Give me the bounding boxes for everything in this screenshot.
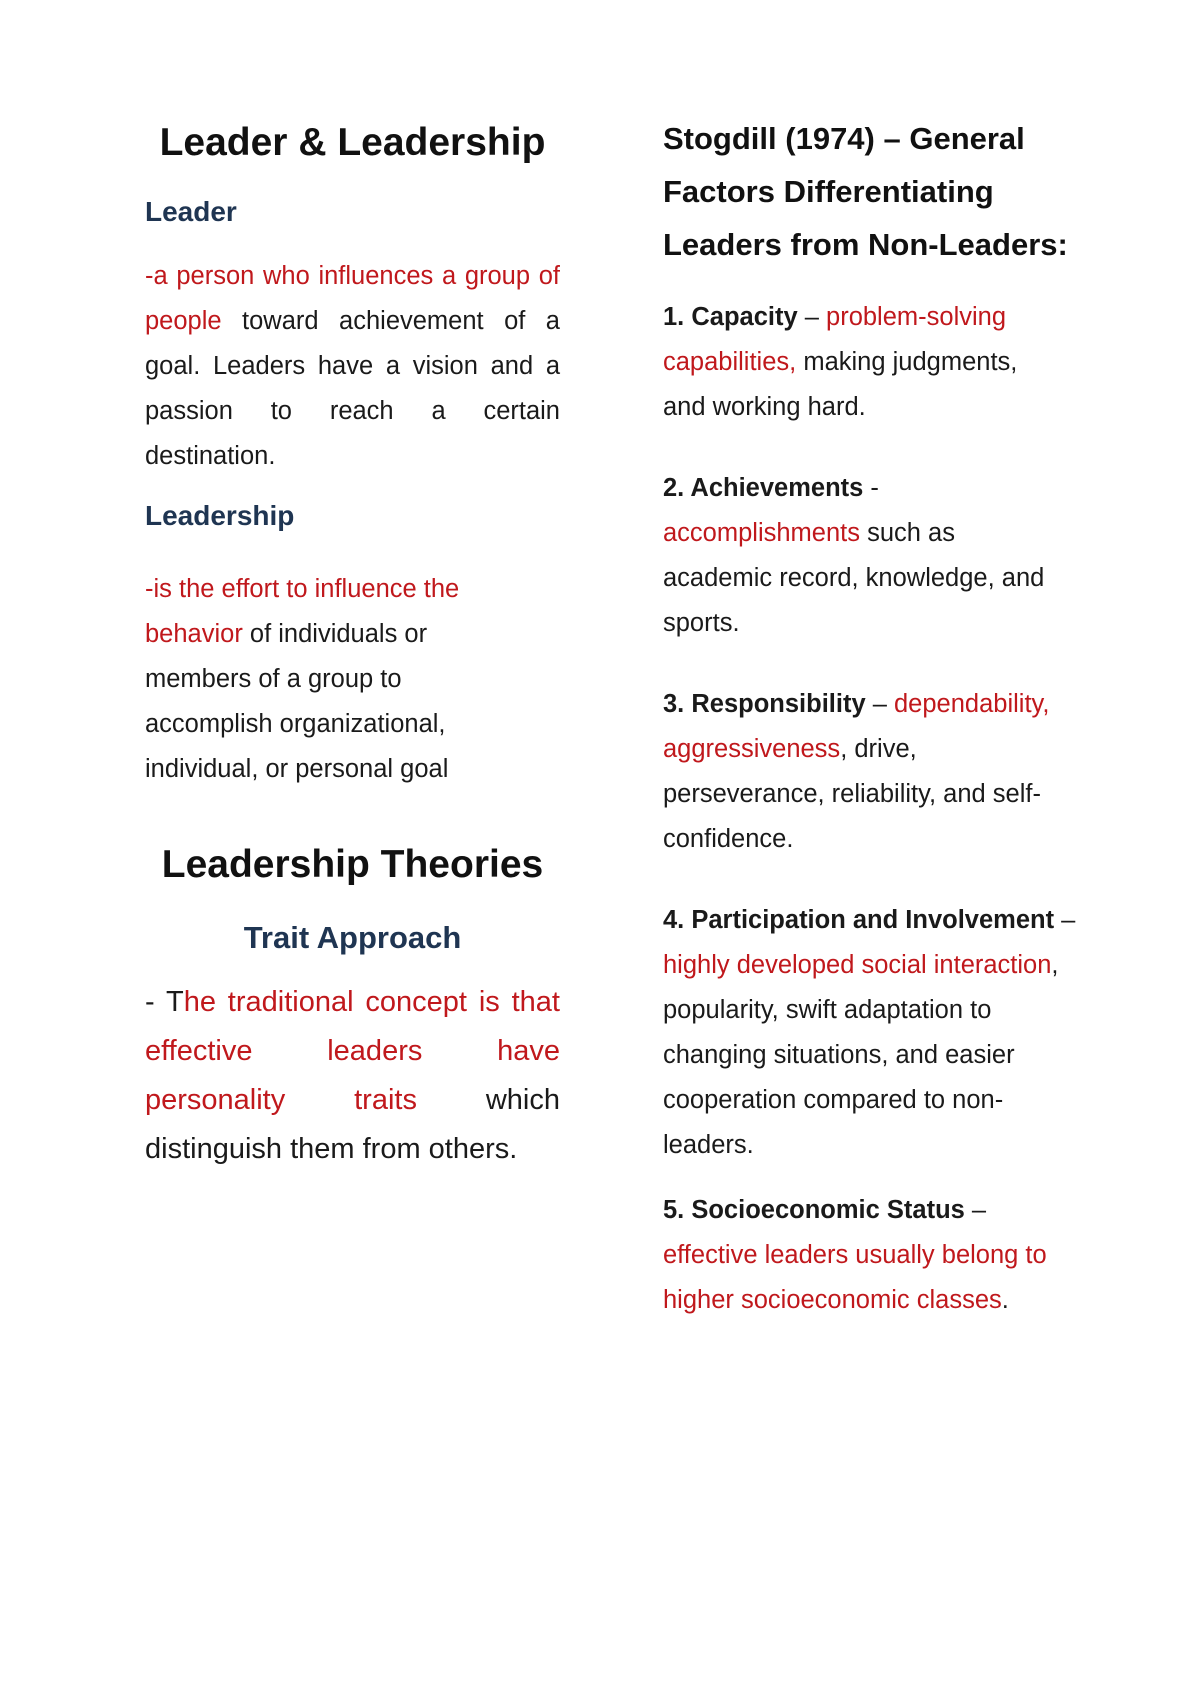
stogdill-title: Stogdill (1974) – General Factors Differentiating Leaders from Non-Leaders: xyxy=(663,121,1068,262)
left-column xyxy=(145,120,560,1174)
factor-separator: – xyxy=(964,1196,987,1224)
trait-definition-highlight: he traditional concept is that effective leaders have personality traits xyxy=(145,985,560,1116)
factor-separator: – xyxy=(1054,906,1076,934)
factor-item-responsibility xyxy=(663,682,1063,862)
leader-definition-highlight: -a person who influences a group of people xyxy=(145,262,560,336)
factor-text: such as academic record, knowledge, and sports. xyxy=(663,519,1045,637)
leader-definition xyxy=(145,254,560,479)
factor-separator: - xyxy=(863,474,879,502)
leadership-definition xyxy=(145,567,490,792)
trait-approach-heading: Trait Approach xyxy=(243,919,462,955)
leadership-definition-text: of individuals or members of a group to accomplish organizational, individual, or personal goal xyxy=(145,619,449,783)
factor-item-socioeconomic xyxy=(663,1188,1083,1323)
factor-highlight: effective leaders usually belong to higher socioeconomic classes xyxy=(663,1241,1047,1314)
right-column xyxy=(663,120,1093,1323)
factor-text: . xyxy=(1001,1286,1009,1314)
factor-item-achievements xyxy=(663,466,1063,646)
factor-item-capacity xyxy=(663,295,1063,430)
leadership-definition-highlight: -is the effort to influence the behavior xyxy=(145,574,460,648)
section-title-theories: Leadership Theories xyxy=(161,842,544,886)
factor-text: making judgments, and working hard. xyxy=(663,348,1018,421)
factor-text: , drive, perseverance, reliability, and self-confidence. xyxy=(663,735,1041,853)
factor-separator: – xyxy=(797,303,827,331)
leader-heading: Leader xyxy=(145,195,237,227)
page-title: Leader & Leadership xyxy=(159,121,546,164)
leadership-heading: Leadership xyxy=(145,500,295,532)
factor-label: 1. Capacity xyxy=(663,303,798,331)
factor-text: , popularity, swift adaptation to changing situations, and easier cooperation compared to non-leaders. xyxy=(663,951,1059,1159)
trait-prefix: - T xyxy=(145,985,184,1018)
factor-highlight: dependability, aggressiveness xyxy=(663,690,1050,763)
factor-separator: – xyxy=(865,690,894,718)
factor-label: 2. Achievements xyxy=(663,474,864,502)
factor-label: 4. Participation and Involvement xyxy=(663,906,1055,934)
factor-label: 5. Socioeconomic Status xyxy=(663,1196,965,1224)
factor-label: 3. Responsibility xyxy=(663,690,866,718)
factor-highlight: problem-solving capabilities, xyxy=(663,303,1007,376)
leader-definition-text: toward achievement of a goal. Leaders have a vision and a passion to reach a certain destination. xyxy=(145,307,560,471)
factor-highlight: accomplishments xyxy=(663,519,860,547)
factor-highlight: highly developed social interaction xyxy=(663,951,1052,979)
factor-item-participation xyxy=(663,898,1083,1168)
trait-approach-definition xyxy=(145,978,560,1174)
trait-definition-text: which distinguish them from others. xyxy=(145,1083,560,1165)
